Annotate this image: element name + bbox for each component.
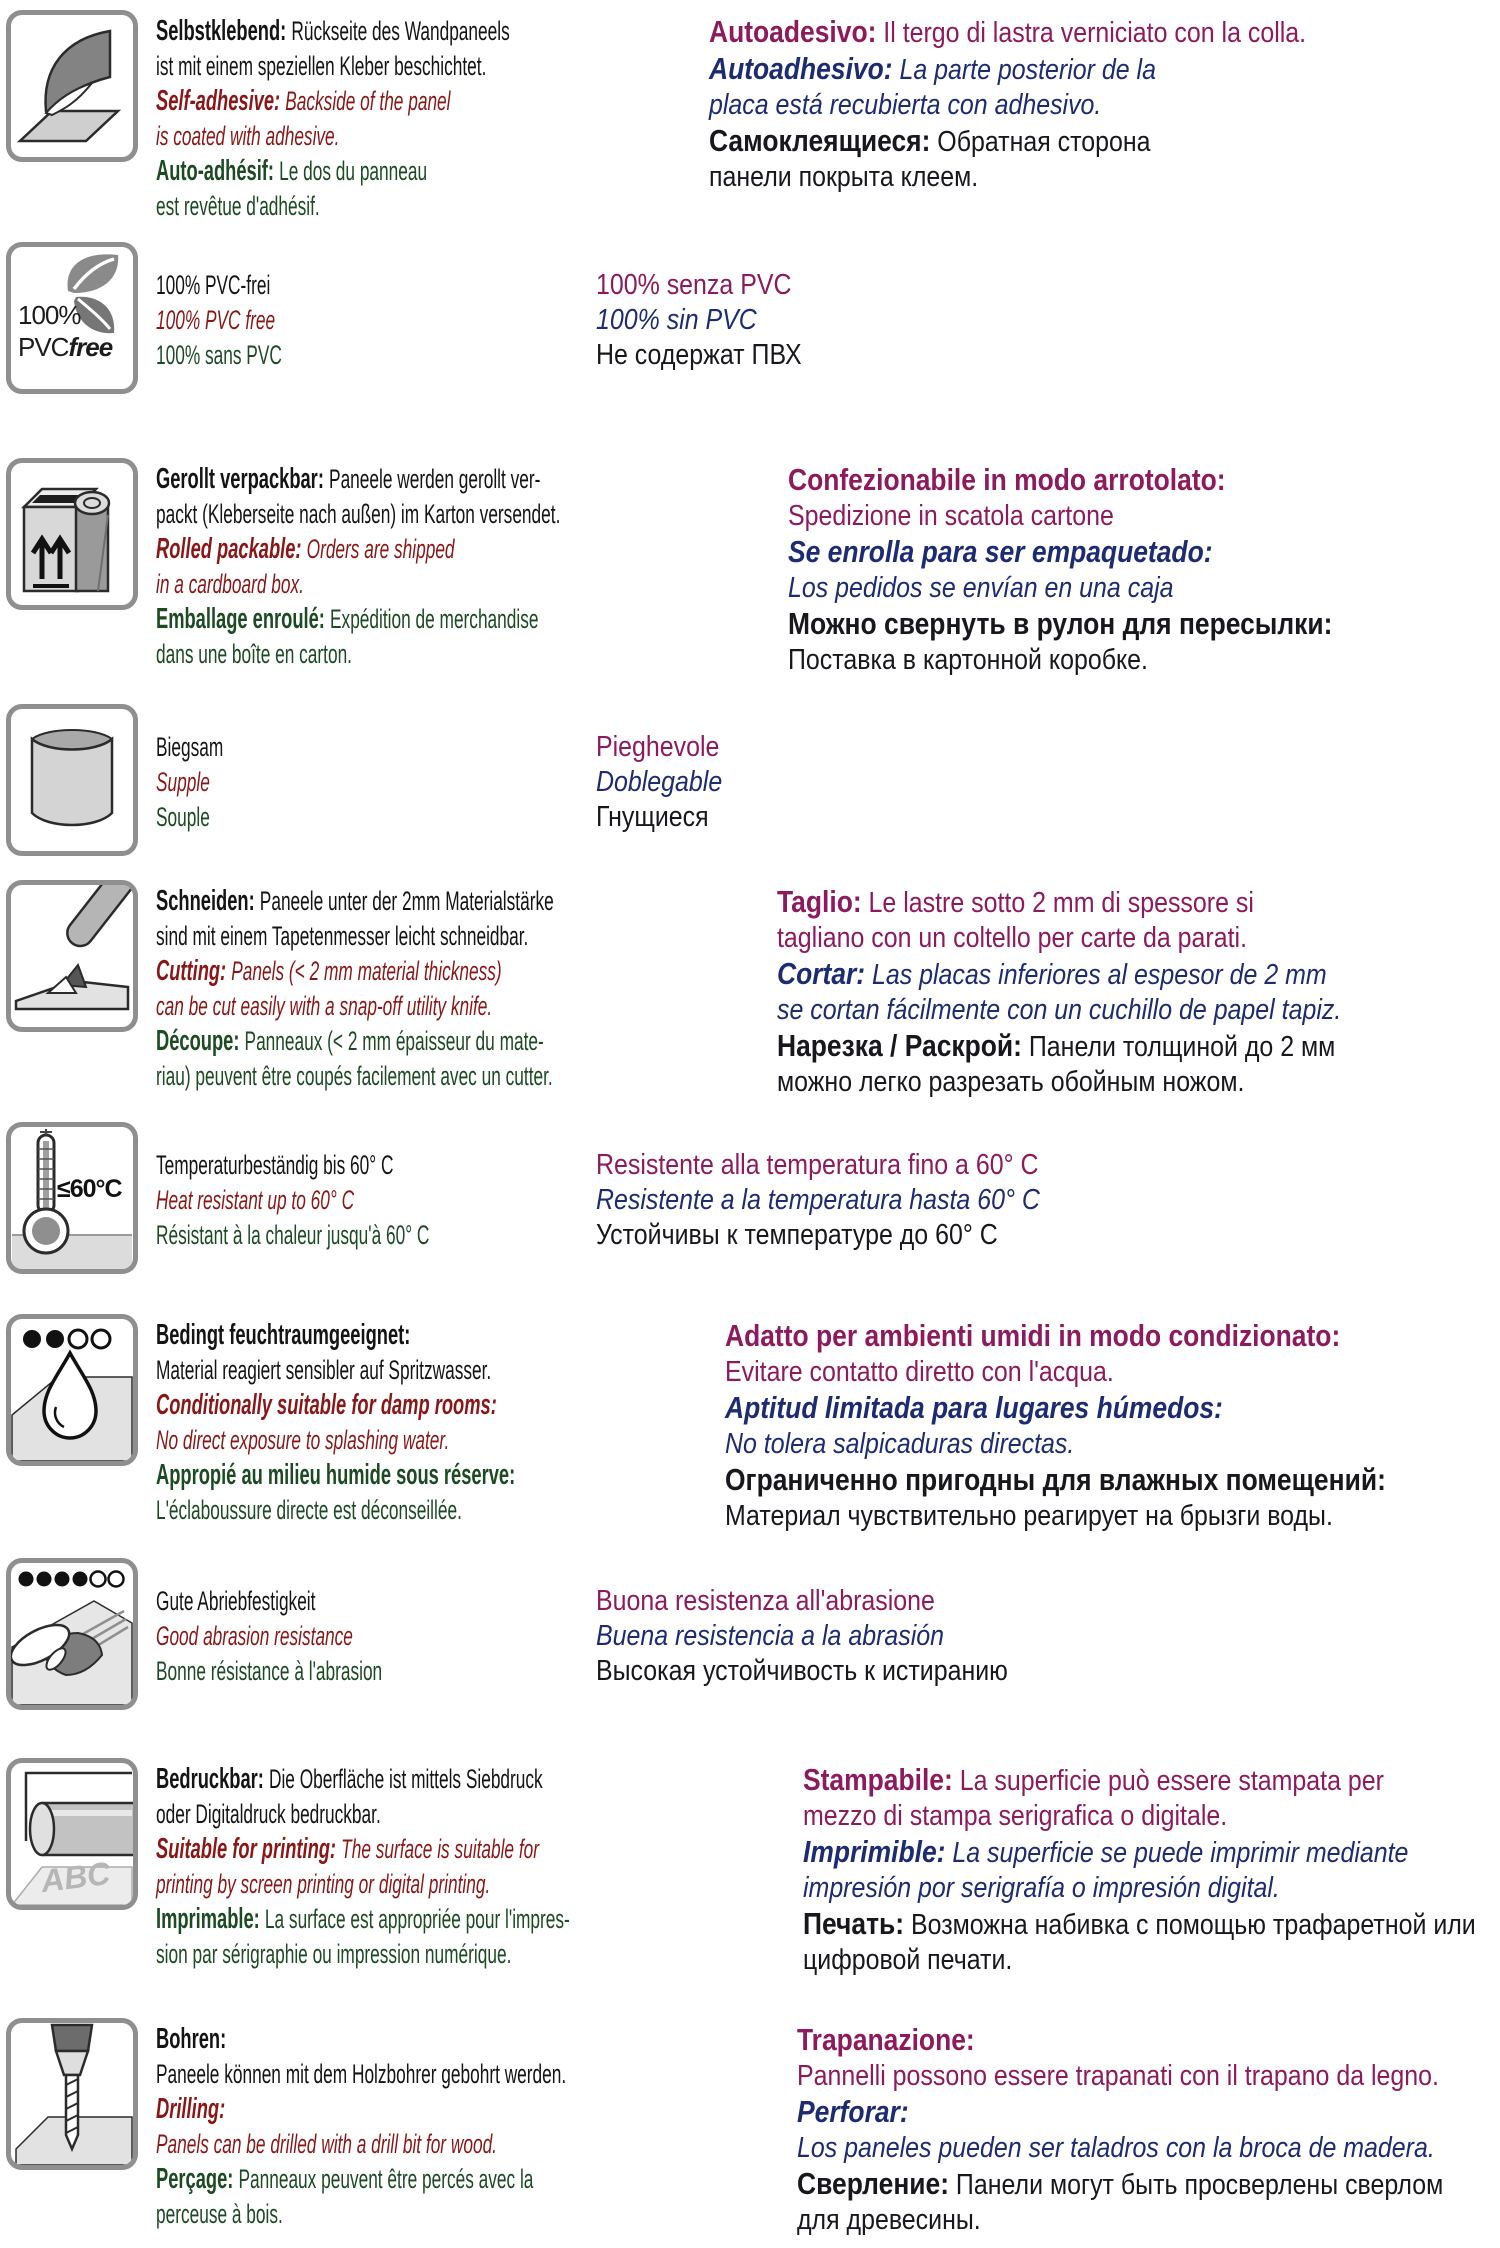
text-line-ru: Печать: Возможна набивка с помощью трафаретной или (802, 1906, 1476, 1941)
text-line-it: Buona resistenza all'abrasione (596, 1584, 935, 1617)
text-line-en: 100% PVC free (156, 304, 276, 335)
feature-row-supple (6, 704, 1500, 856)
text-line-fr: riau) peuvent être coupés facilement avec un cutter. (156, 1061, 553, 1091)
text-line-ru: Высокая устойчивость к истиранию (596, 1654, 1008, 1687)
text-line-fr: dans une boîte en carton. (156, 639, 352, 669)
text-line-es: Los paneles pueden ser taladros con la broca de madera. (796, 2132, 1435, 2164)
rolled-box-icon (6, 458, 138, 610)
text-line-ru: панели покрыта клеем. (708, 161, 978, 193)
text-line-en: can be cut easily with a snap-off utility knife. (156, 991, 493, 1021)
right-text-column (596, 726, 1373, 835)
icon-column (6, 10, 156, 162)
text-line-en: Self-adhesive: Backside of the panel (156, 85, 451, 117)
right-text-column (725, 1314, 1393, 1534)
text-line-de: Bohren: (156, 2023, 227, 2055)
text-line-fr: Souple (156, 801, 210, 832)
text-line-de: Gerollt verpackbar: Paneele werden gerollt ver- (156, 463, 541, 495)
text-line-en: Rolled packable: Orders are shipped (156, 533, 455, 565)
text-line-es: Resistente a la temperatura hasta 60° C (596, 1183, 1040, 1216)
icon-column (6, 458, 156, 610)
text-line-fr: Appropié au milieu humide sous réserve: (156, 1459, 516, 1491)
right-text-column (596, 264, 1373, 373)
text-line-it: Pieghevole (596, 730, 720, 763)
text-line-ru: Материал чувствительно реагирует на брызги воды. (725, 1500, 1334, 1532)
left-text-column (156, 726, 438, 835)
text-line-en: No direct exposure to splashing water. (156, 1425, 450, 1455)
text-line-es: Autoadhesivo: La parte posterior de la (708, 51, 1156, 86)
text-line-it: Trapanazione: (796, 2022, 975, 2057)
text-line-fr: L'éclaboussure directe est déconseillée. (156, 1495, 462, 1525)
text-line-es: Perforar: (796, 2094, 909, 2129)
text-line-es: Buena resistencia a la abrasión (596, 1619, 944, 1652)
text-line-en: is coated with adhesive. (156, 121, 340, 151)
text-line-es: 100% sin PVC (596, 303, 757, 336)
text-line-it: mezzo di stampa serigrafica o digitale. (802, 1800, 1227, 1832)
right-text-column (596, 1144, 1373, 1253)
left-text-column (156, 2018, 566, 2232)
text-line-fr: 100% sans PVC (156, 339, 282, 370)
right-text-column (709, 10, 1390, 195)
text-line-fr: Emballage enroulé: Expédition de merchandise (156, 603, 539, 635)
icon-column (6, 1558, 156, 1710)
sticker-peel-icon (6, 10, 138, 162)
text-line-en: printing by screen printing or digital printing. (156, 1869, 491, 1899)
left-text-column (156, 458, 560, 672)
text-line-de: Material reagiert sensibler auf Spritzwasser. (156, 1355, 492, 1385)
cutting-knife-icon (6, 880, 138, 1032)
left-text-column (156, 264, 438, 373)
feature-row-rolled-packable (6, 458, 1500, 678)
icon-column (6, 880, 156, 1032)
text-line-de: oder Digitaldruck bedruckbar. (156, 1799, 381, 1829)
text-line-ru: Сверление: Панели могут быть просверлены сверлом (796, 2166, 1444, 2201)
text-line-it: tagliano con un coltello per carte da parati. (777, 922, 1248, 954)
text-line-en: Good abrasion resistance (156, 1620, 353, 1651)
text-line-de: Temperaturbeständig bis 60° C (156, 1149, 394, 1180)
right-text-column (788, 458, 1400, 678)
text-line-es: Se enrolla para ser empaquetado: (787, 534, 1213, 569)
text-line-es: Imprimible: La superficie se puede imprimir mediante (802, 1834, 1408, 1869)
thermometer-icon (6, 1122, 138, 1274)
text-line-fr: Imprimable: La surface est appropriée pour l'impres- (156, 1903, 570, 1935)
text-line-it: 100% senza PVC (596, 268, 792, 301)
icon-column (6, 1314, 156, 1466)
text-line-fr: Bonne résistance à l'abrasion (156, 1655, 383, 1686)
text-line-it: Stampabile: La superficie può essere stampata per (802, 1762, 1384, 1797)
text-line-ru: цифровой печати. (802, 1944, 1012, 1976)
left-text-column (156, 880, 554, 1094)
feature-row-drilling (6, 2018, 1500, 2238)
text-line-de: Bedruckbar: Die Oberfläche ist mittels Siebdruck (156, 1763, 543, 1795)
text-line-de: ist mit einem speziellen Kleber beschichtet. (156, 51, 487, 81)
icon-column (6, 1122, 156, 1274)
left-text-column (156, 1144, 438, 1253)
text-line-ru: Не содержат ПВХ (596, 338, 802, 371)
text-line-en: Drilling: (156, 2093, 226, 2125)
text-line-it: Adatto per ambienti umidi in modo condizionato: (725, 1318, 1341, 1353)
text-line-ru: Устойчивы к температуре до 60° C (596, 1218, 998, 1251)
text-line-en: Supple (156, 766, 210, 797)
right-text-column (803, 1758, 1476, 1978)
feature-row-self-adhesive (6, 10, 1500, 224)
text-line-en: Suitable for printing: The surface is suitable for (156, 1833, 540, 1865)
left-text-column (156, 10, 510, 224)
text-line-de: Bedingt feuchtraumgeeignet: (156, 1319, 411, 1351)
text-line-en: Cutting: Panels (< 2 mm material thickness) (156, 955, 502, 987)
drill-icon (6, 2018, 138, 2170)
text-line-en: in a cardboard box. (156, 569, 304, 599)
left-text-column (156, 1758, 570, 1972)
icon-column (6, 704, 156, 856)
text-line-de: sind mit einem Tapetenmesser leicht schneidbar. (156, 921, 529, 951)
text-line-ru: можно легко разрезать обойным ножом. (777, 1066, 1245, 1098)
text-line-fr: Perçage: Panneaux peuvent être percés avec la (156, 2163, 534, 2195)
text-line-ru: Самоклеящиеся: Обратная сторона (708, 123, 1151, 158)
text-line-fr: Résistant à la chaleur jusqu'à 60° C (156, 1219, 430, 1250)
feature-row-damp-rooms (6, 1314, 1500, 1534)
text-line-it: Spedizione in scatola cartone (787, 500, 1114, 532)
icon-column (6, 242, 156, 394)
text-line-it: Evitare contatto diretto con l'acqua. (725, 1356, 1115, 1388)
text-line-fr: perceuse à bois. (156, 2199, 283, 2229)
text-line-de: packt (Kleberseite nach außen) im Karton versendet. (156, 499, 561, 529)
print-letters-label: ABC (39, 1854, 113, 1900)
pvc-free-leaf-icon (6, 242, 138, 394)
text-line-en: Heat resistant up to 60° C (156, 1184, 355, 1215)
text-line-ru: Поставка в картонной коробке. (787, 644, 1148, 676)
icon-column (6, 2018, 156, 2170)
text-line-fr: sion par sérigraphie ou impression numérique. (156, 1939, 512, 1969)
feature-row-pvc-free (6, 242, 1500, 394)
abrasion-wipe-icon (6, 1558, 138, 1710)
temperature-limit-label: ≤60°C (57, 1175, 122, 1203)
feature-row-cutting (6, 880, 1500, 1100)
text-line-de: Gute Abriebfestigkeit (156, 1585, 316, 1616)
text-line-es: Doblegable (596, 765, 723, 798)
left-text-column (156, 1314, 520, 1528)
text-line-it: Autoadesivo: Il tergo di lastra verniciato con la colla. (708, 14, 1306, 49)
text-line-es: impresión por serigrafía o impresión digital. (802, 1872, 1280, 1904)
left-text-column (156, 1580, 438, 1689)
text-line-it: Resistente alla temperatura fino a 60° C (596, 1148, 1039, 1181)
text-line-de: Paneele können mit dem Holzbohrer gebohrt werden. (156, 2059, 567, 2089)
right-text-column (797, 2018, 1443, 2238)
text-line-en: Conditionally suitable for damp rooms: (156, 1389, 497, 1421)
text-line-ru: Можно свернуть в рулон для пересылки: (787, 606, 1333, 641)
text-line-de: Schneiden: Paneele unter der 2mm Materialstärke (156, 885, 554, 917)
text-line-fr: Auto-adhésif: Le dos du panneau (156, 155, 428, 187)
text-line-ru: Гнущиеся (596, 800, 709, 833)
feature-row-heat-resistant (6, 1122, 1500, 1274)
text-line-es: Cortar: Las placas inferiores al espesor de 2 mm (777, 956, 1328, 991)
text-line-it: Pannelli possono essere trapanati con il trapano da legno. (796, 2060, 1439, 2092)
feature-row-printing (6, 1758, 1500, 1978)
text-line-it: Taglio: Le lastre sotto 2 mm di spessore si (777, 884, 1255, 919)
printing-roller-icon (6, 1758, 138, 1910)
text-line-de: Biegsam (156, 731, 224, 762)
text-line-ru: Ограниченно пригодны для влажных помещений: (725, 1462, 1387, 1497)
right-text-column (596, 1580, 1373, 1689)
feature-row-abrasion (6, 1558, 1500, 1710)
pvc-free-label: 100% PVCfree (18, 300, 113, 362)
text-line-de: 100% PVC-frei (156, 269, 271, 300)
text-line-ru: для древесины. (796, 2204, 981, 2236)
text-line-en: Panels can be drilled with a drill bit for wood. (156, 2129, 497, 2159)
flexible-panel-icon (6, 704, 138, 856)
text-line-es: Los pedidos se envían en una caja (787, 572, 1174, 604)
text-line-es: placa está recubierta con adhesivo. (708, 89, 1102, 121)
text-line-de: Selbstklebend: Rückseite des Wandpaneels (156, 15, 510, 47)
right-text-column (777, 880, 1398, 1100)
text-line-fr: est revêtue d'adhésif. (156, 191, 320, 221)
text-line-it: Confezionabile in modo arrotolato: (787, 462, 1226, 497)
text-line-ru: Нарезка / Раскрой: Панели толщиной до 2 мм (777, 1028, 1336, 1063)
text-line-es: se cortan fácilmente con un cuchillo de papel tapiz. (777, 994, 1342, 1026)
icon-column (6, 1758, 156, 1910)
water-drop-icon (6, 1314, 138, 1466)
text-line-fr: Découpe: Panneaux (< 2 mm épaisseur du mate- (156, 1025, 544, 1057)
text-line-es: Aptitud limitada para lugares húmedos: (725, 1390, 1224, 1425)
text-line-es: No tolera salpicaduras directas. (725, 1428, 1075, 1460)
